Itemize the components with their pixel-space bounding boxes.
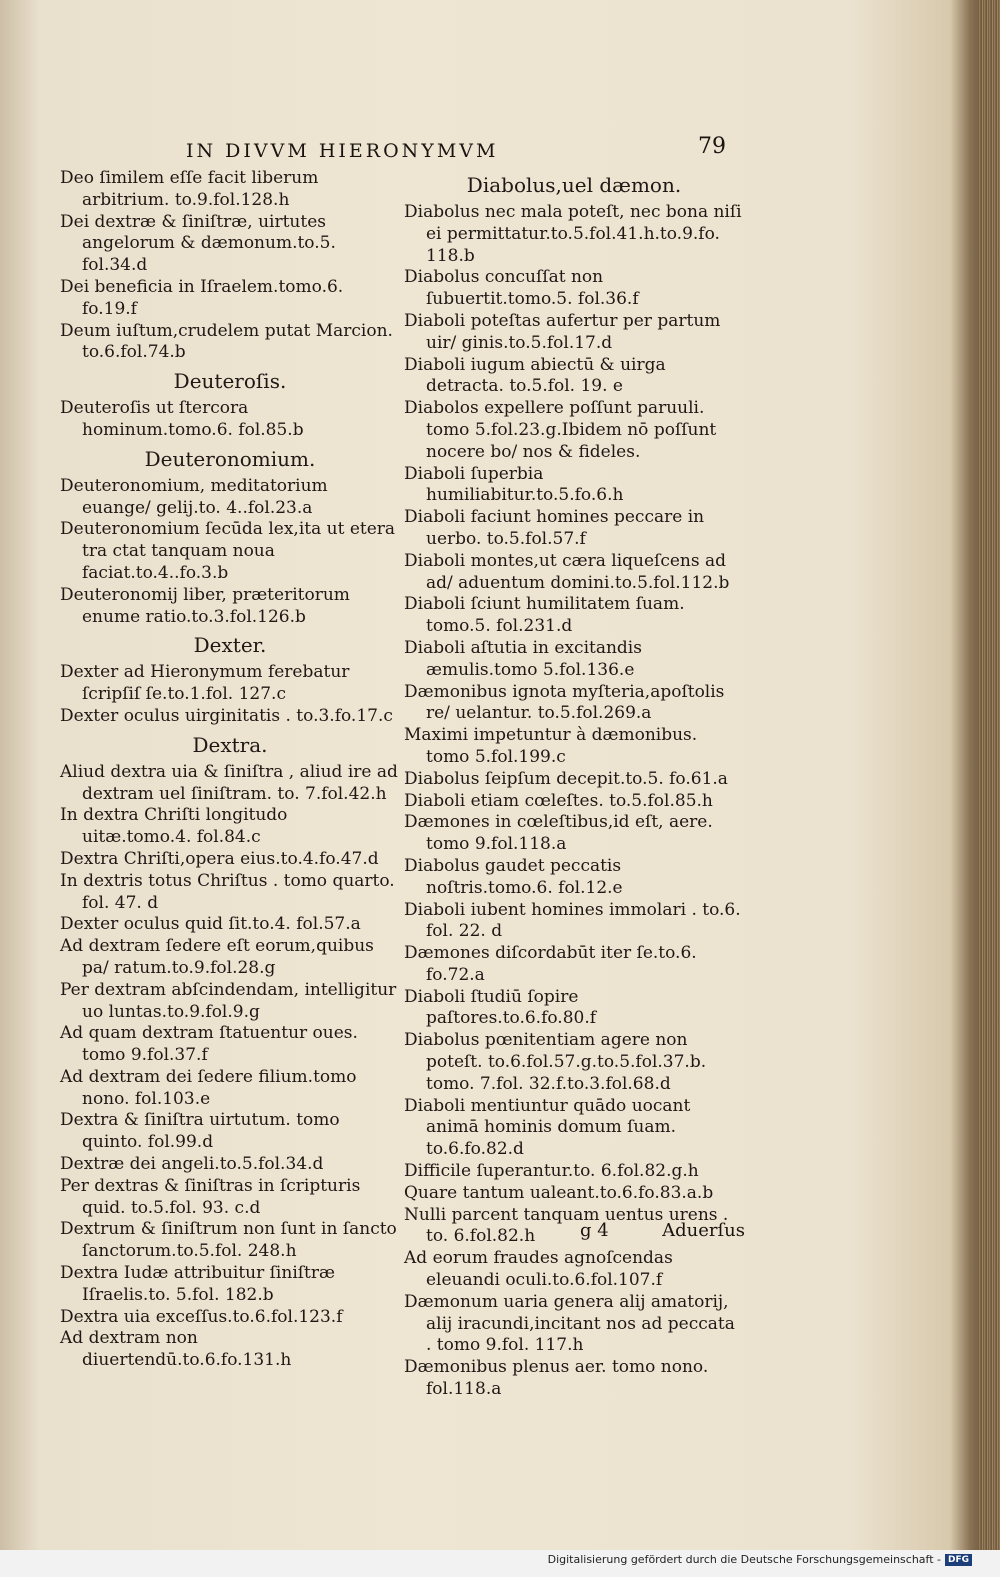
- index-entry: Dæmonibus ignota myſteria,apoſtolis re/ uelantur. to.5.fol.269.a: [404, 681, 725, 724]
- index-entry: Diabolus nec mala poteſt, nec bona niſi ei permittatur.to.5.fol.41.h.to.9.fo. 118.b: [404, 202, 742, 266]
- digitization-credit: [548, 1553, 972, 1566]
- index-entry: In dextris totus Chriſtus . tomo quarto. fol. 47. d: [60, 870, 395, 913]
- index-entry: Diaboli iubent homines immolari . to.6. fol. 22. d: [404, 899, 741, 942]
- page-footer: [580, 1220, 745, 1246]
- index-entry: Dextræ dei angeli.to.5.fol.34.d: [60, 1154, 324, 1175]
- index-entry: Maximi impetuntur à dæmonibus. tomo 5.fol.199.c: [404, 725, 698, 767]
- right-index-column: [404, 168, 744, 1401]
- index-entry: Ad dextram non diuertendū.to.6.fo.131.h: [60, 1328, 292, 1371]
- index-entry: Diabolos expellere poſſunt paruuli. tomo 5.fol.23.g.Ibidem nō poſſunt nocere bo/ nos & fideles.: [404, 398, 717, 462]
- index-entry: Diaboli ſuperbia humiliabitur.to.5.fo.6.h: [404, 463, 624, 506]
- index-entry: Difficile ſuperantur.to. 6.fol.82.g.h: [404, 1161, 699, 1182]
- index-entry: Dexter ad Hieronymum ferebatur ſcripſiſ ſe.to.1.fol. 127.c: [60, 662, 350, 705]
- index-entry: Dextra & ſiniſtra uirtutum. tomo quinto. fol.99.d: [60, 1110, 340, 1153]
- index-entry: Dæmones diſcordabūt iter ſe.to.6. fo.72.a: [404, 943, 697, 985]
- index-entry: Dæmones in cœleſtibus,id eſt, aere. tomo 9.fol.118.a: [404, 812, 713, 855]
- index-entry: Ad dextram dei ſedere filium.tomo nono. fol.103.e: [60, 1066, 357, 1109]
- index-heading: Deuteroſis.: [173, 369, 287, 394]
- index-entry: Ad eorum fraudes agnoſcendas eleuandi oculi.to.6.fol.107.f: [404, 1248, 673, 1291]
- index-entry: Ad dextram ſedere eſt eorum,quibus pa/ ratum.to.9.fol.28.g: [60, 936, 374, 978]
- index-entry: Diabolus pœnitentiam agere non poteſt. to.6.fol.57.g.to.5.fol.37.b. tomo. 7.fol. 32.f.to.3.fol.68.d: [404, 1030, 707, 1094]
- index-heading: Dextra.: [192, 732, 268, 757]
- page-header: [186, 134, 726, 170]
- index-entry: Per dextras & ſiniſtras in ſcripturis quid. to.5.fol. 93. c.d: [60, 1175, 361, 1218]
- catchword: Aduerſus: [662, 1220, 745, 1241]
- index-heading: Diabolus,uel dæmon.: [466, 173, 682, 197]
- index-entry: Diaboli ſtudiū ſopire paſtores.to.6.fo.80.f: [404, 986, 597, 1029]
- index-heading: Deuteronomium.: [144, 446, 316, 471]
- dfg-logo-icon: DFG: [945, 1554, 972, 1566]
- index-entry: Deuteronomij liber, præteritorum enume ratio.to.3.fol.126.b: [60, 584, 350, 627]
- book-page-edges: [978, 0, 1000, 1577]
- index-heading: Dexter.: [193, 633, 267, 658]
- index-entry: Dextra uia exceſſus.to.6.fol.123.f: [60, 1306, 343, 1327]
- index-entry: Dextrum & ſiniſtrum non ſunt in ſancto ſanctorum.to.5.fol. 248.h: [60, 1219, 397, 1262]
- index-entry: Dei beneficia in Iſraelem.tomo.6. fo.19.f: [60, 276, 344, 319]
- index-entry: Dextra Chriſti,opera eius.to.4.fo.47.d: [60, 848, 379, 869]
- index-entry: In dextra Chriſti longitudo uitæ.tomo.4. fol.84.c: [60, 805, 288, 848]
- index-entry: Deum iuſtum,crudelem putat Marcion. to.6.fol.74.b: [60, 320, 393, 363]
- index-entry: Diaboli faciunt homines peccare in uerbo. to.5.fol.57.f: [404, 507, 705, 549]
- index-entry: Deo ſimilem eſſe facit liberum arbitrium. to.9.fol.128.h: [60, 168, 319, 210]
- index-entry: Diaboli ſciunt humilitatem ſuam. tomo.5. fol.231.d: [404, 594, 685, 637]
- index-entry: Dæmonum uaria genera alij amatorij, alij iracundi,incitant nos ad peccata . tomo 9.fol. 117.h: [404, 1291, 735, 1356]
- credit-text: Digitalisierung gefördert durch die Deutsche Forschungsgemeinschaft -: [547, 1553, 941, 1566]
- index-entry: Diaboli etiam cœleſtes. to.5.fol.85.h: [404, 790, 713, 811]
- index-entry: Ad quam dextram ſtatuentur oues. tomo 9.fol.37.f: [60, 1023, 358, 1066]
- index-entry: Nulli parcent tanquam uentus urens . to. 6.fol.82.h: [404, 1204, 729, 1247]
- index-entry: Diaboli iugum abiectū & uirga detracta. to.5.fol. 19. e: [404, 354, 666, 397]
- index-entry: Diabolus concuſſat non ſubuertit.tomo.5. fol.36.f: [404, 267, 639, 310]
- index-entry: Dexter oculus quid ſit.to.4. fol.57.a: [60, 914, 361, 935]
- index-entry: Diaboli poteſtas aufertur per partum uir/ ginis.to.5.fol.17.d: [404, 310, 721, 353]
- index-entry: Dexter oculus uirginitatis . to.3.fo.17.c: [60, 705, 393, 726]
- index-entry: Aliud dextra uia & ſiniſtra , aliud ire ad dextram uel ſiniſtram. to. 7.fol.42.h: [60, 761, 398, 804]
- page-number: 79: [698, 134, 726, 159]
- signature-mark: g 4: [580, 1220, 609, 1241]
- index-entry: Diaboli montes,ut cæra liqueſcens ad ad/ aduentum domini.to.5.fol.112.b: [404, 550, 730, 593]
- left-index-column: [60, 168, 400, 1372]
- index-entry: Dæmonibus plenus aer. tomo nono. fol.118.a: [404, 1357, 709, 1400]
- index-entry: Deuteronomium ſecūda lex,ita ut etera tra ctat tanquam noua faciat.to.4..fo.3.b: [60, 519, 396, 583]
- index-entry: Diaboli aſtutia in excitandis æmulis.tomo 5.fol.136.e: [404, 637, 642, 680]
- index-entry: Diaboli mentiuntur quādo uocant animā hominis domum ſuam. to.6.fo.82.d: [404, 1095, 691, 1160]
- index-entry: Deuteroſis ut ſtercora hominum.tomo.6. fol.85.b: [60, 398, 304, 440]
- index-entry: Per dextram abſcindendam, intelligitur uo luntas.to.9.fol.9.g: [60, 979, 397, 1022]
- index-entry: Quare tantum ualeant.to.6.fo.83.a.b: [404, 1182, 714, 1203]
- index-entry: Dextra Iudæ attribuitur ſiniſtræ Iſraelis.to. 5.fol. 182.b: [60, 1263, 335, 1305]
- index-entry: Diabolus gaudet peccatis noſtris.tomo.6. fol.12.e: [404, 855, 623, 898]
- index-entry: Deuteronomium, meditatorium euange/ gelij.to. 4..fol.23.a: [60, 475, 328, 518]
- running-title: IN DIVVM HIERONYMVM: [186, 140, 499, 162]
- index-entry: Diabolus ſeipſum decepit.to.5. fo.61.a: [404, 768, 728, 789]
- index-entry: Dei dextræ & ſiniſtræ, uirtutes angelorum & dæmonum.to.5. fol.34.d: [60, 211, 336, 276]
